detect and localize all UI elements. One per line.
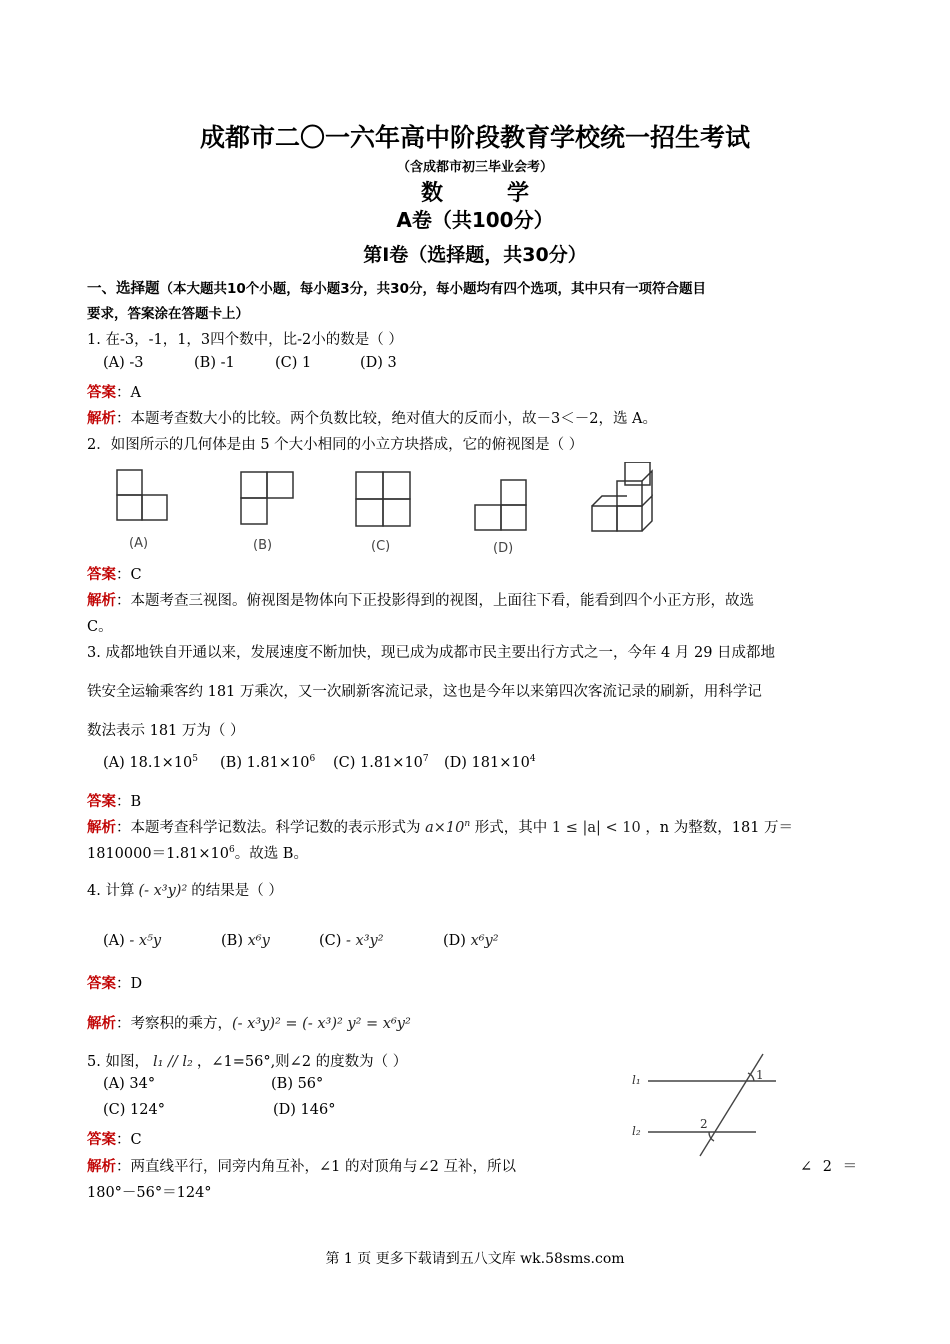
q4-option-d: (D) x⁶y² xyxy=(443,933,499,949)
label-angle-1: 1 xyxy=(756,1068,764,1082)
q1-answer: 答案：A xyxy=(87,385,141,401)
subject-heading xyxy=(0,176,950,207)
q5-analysis-right: ∠ 2 ＝ xyxy=(800,1159,858,1175)
q5-answer: 答案：C xyxy=(87,1132,142,1148)
q2-answer: 答案：C xyxy=(87,567,142,583)
label-angle-2: 2 xyxy=(700,1117,708,1131)
q4-analysis: 解析：考察积的乘方，(- x³y)² = (- x³)² y² = x⁶y² xyxy=(87,1016,411,1032)
q2-analysis: 解析：本题考查三视图。俯视图是物体向下正投影得到的视图，上面往下看，能看到四个小正方形，故选 xyxy=(87,593,754,609)
q2-label-a: (A) xyxy=(129,536,149,551)
q4-option-b: (B) x⁶y xyxy=(221,933,270,949)
q1-option-a: (A) -3 xyxy=(103,355,144,371)
section-instructions-2: 要求，答案涂在答题卡上） xyxy=(87,306,249,322)
q5-parallel: l₁ // l₂ xyxy=(152,1054,193,1070)
q5-option-a: (A) 34° xyxy=(103,1076,156,1092)
q3-analysis-2: $1810000=1.81\times 10^6$。故选 B。 xyxy=(87,845,308,862)
q5-figure xyxy=(630,1048,790,1158)
q4-option-a: (A) - x⁵y xyxy=(103,933,162,949)
q3-answer: 答案：B xyxy=(87,794,142,810)
q3-option-a: (A) $18.1\times 10^5$ xyxy=(103,754,199,771)
q2-stem: 2．如图所示的几何体是由 5 个大小相同的小立方块搭成，它的俯视图是（ ） xyxy=(87,437,584,453)
subject-char-2: 学 xyxy=(507,181,530,206)
q5-analysis-2: 180°－56°＝124° xyxy=(87,1185,212,1201)
q4-expression: (- x³y)² xyxy=(138,883,188,899)
q1-analysis: 解析：本题考查数大小的比较。两个负数比较，绝对值大的反而小，故－3＜－2，选 A。 xyxy=(87,411,658,427)
q2-label-c: (C) xyxy=(371,539,391,554)
q3-stem-2: 铁安全运输乘客约 181 万乘次，又一次刷新客流记录，这也是今年以来第四次客流记录的刷新，用科学记 xyxy=(87,684,762,700)
section-heading: 一、选择题 xyxy=(87,281,160,297)
q2-view-d-icon xyxy=(475,480,526,530)
q5-option-b: (B) 56° xyxy=(271,1076,324,1092)
q3-formula-form: $a\times 10^n$ xyxy=(425,819,471,836)
label-l2: l₂ xyxy=(632,1124,641,1138)
q3-formula-range: 1 ≤ |a| < 10 xyxy=(551,820,641,836)
q3-stem-1: 3. 成都地铁自开通以来，发展速度不断加快，现已成为成都市民主要出行方式之一，今年 4 月 29 日成都地 xyxy=(87,645,776,661)
q4-analysis-formula: (- x³y)² = (- x³)² y² = x⁶y² xyxy=(232,1016,411,1032)
q3-option-b: (B) $1.81\times 10^6$ xyxy=(220,754,316,771)
q5-analysis: 解析：两直线平行，同旁内角互补，∠1 的对顶角与∠2 互补，所以 xyxy=(87,1159,516,1175)
q3-stem-3: 数法表示 181 万为（ ） xyxy=(87,723,245,739)
q2-label-d: (D) xyxy=(493,541,514,556)
q5-option-c: (C) 124° xyxy=(103,1102,165,1118)
q2-analysis-2: C。 xyxy=(87,619,113,635)
q1-option-b: (B) -1 xyxy=(194,355,235,371)
exam-subtitle: （含成都市初三毕业会考） xyxy=(396,160,553,175)
part-heading: 第Ⅰ卷（选择题，共30分） xyxy=(363,244,587,266)
q4-option-c: (C) - x³y² xyxy=(319,933,384,949)
q2-view-c-icon xyxy=(356,472,410,526)
exam-title: 成都市二〇一六年高中阶段教育学校统一招生考试 xyxy=(199,123,750,152)
q5-option-d: (D) 146° xyxy=(273,1102,336,1118)
subject-char-1: 数 xyxy=(420,181,443,206)
q2-label-b: (B) xyxy=(253,538,273,553)
page-footer: 第 1 页 更多下载请到五八文库 wk.58sms.com xyxy=(325,1251,625,1267)
q3-option-d: (D) $181\times 10^4$ xyxy=(444,754,536,771)
q2-figure xyxy=(105,462,685,562)
transversal-line xyxy=(700,1054,763,1156)
q5-stem: 5. 如图， l₁ // l₂ ，∠1=56°,则∠2 的度数为（ ） xyxy=(87,1054,408,1070)
q1-option-c: (C) 1 xyxy=(275,355,312,371)
section-instructions: 一、选择题（本大题共10个小题，每小题3分，共30分，每小题均有四个选项，其中只有一项符合题目 xyxy=(87,281,706,297)
q4-stem: 4. 计算 (- x³y)² 的结果是（ ） xyxy=(87,883,283,899)
volume-heading: A卷（共100分） xyxy=(396,208,554,232)
q3-option-c: (C) $1.81\times 10^7$ xyxy=(333,754,429,771)
q4-answer: 答案：D xyxy=(87,976,143,992)
q2-solid-icon xyxy=(592,462,660,531)
q1-option-d: (D) 3 xyxy=(360,355,397,371)
q2-view-b-icon xyxy=(241,472,293,524)
q3-analysis: 解析：本题考查科学记数法。科学记数的表示形式为 $a\times 10^n$ 形式，其中 1 ≤ |a| < 10 ，n 为整数，181 万＝ xyxy=(87,819,794,836)
label-l1: l₁ xyxy=(632,1073,641,1087)
q1-stem: 1. 在-3，-1，1，3四个数中，比-2小的数是（ ） xyxy=(87,332,403,348)
q2-view-a-icon xyxy=(117,470,167,520)
